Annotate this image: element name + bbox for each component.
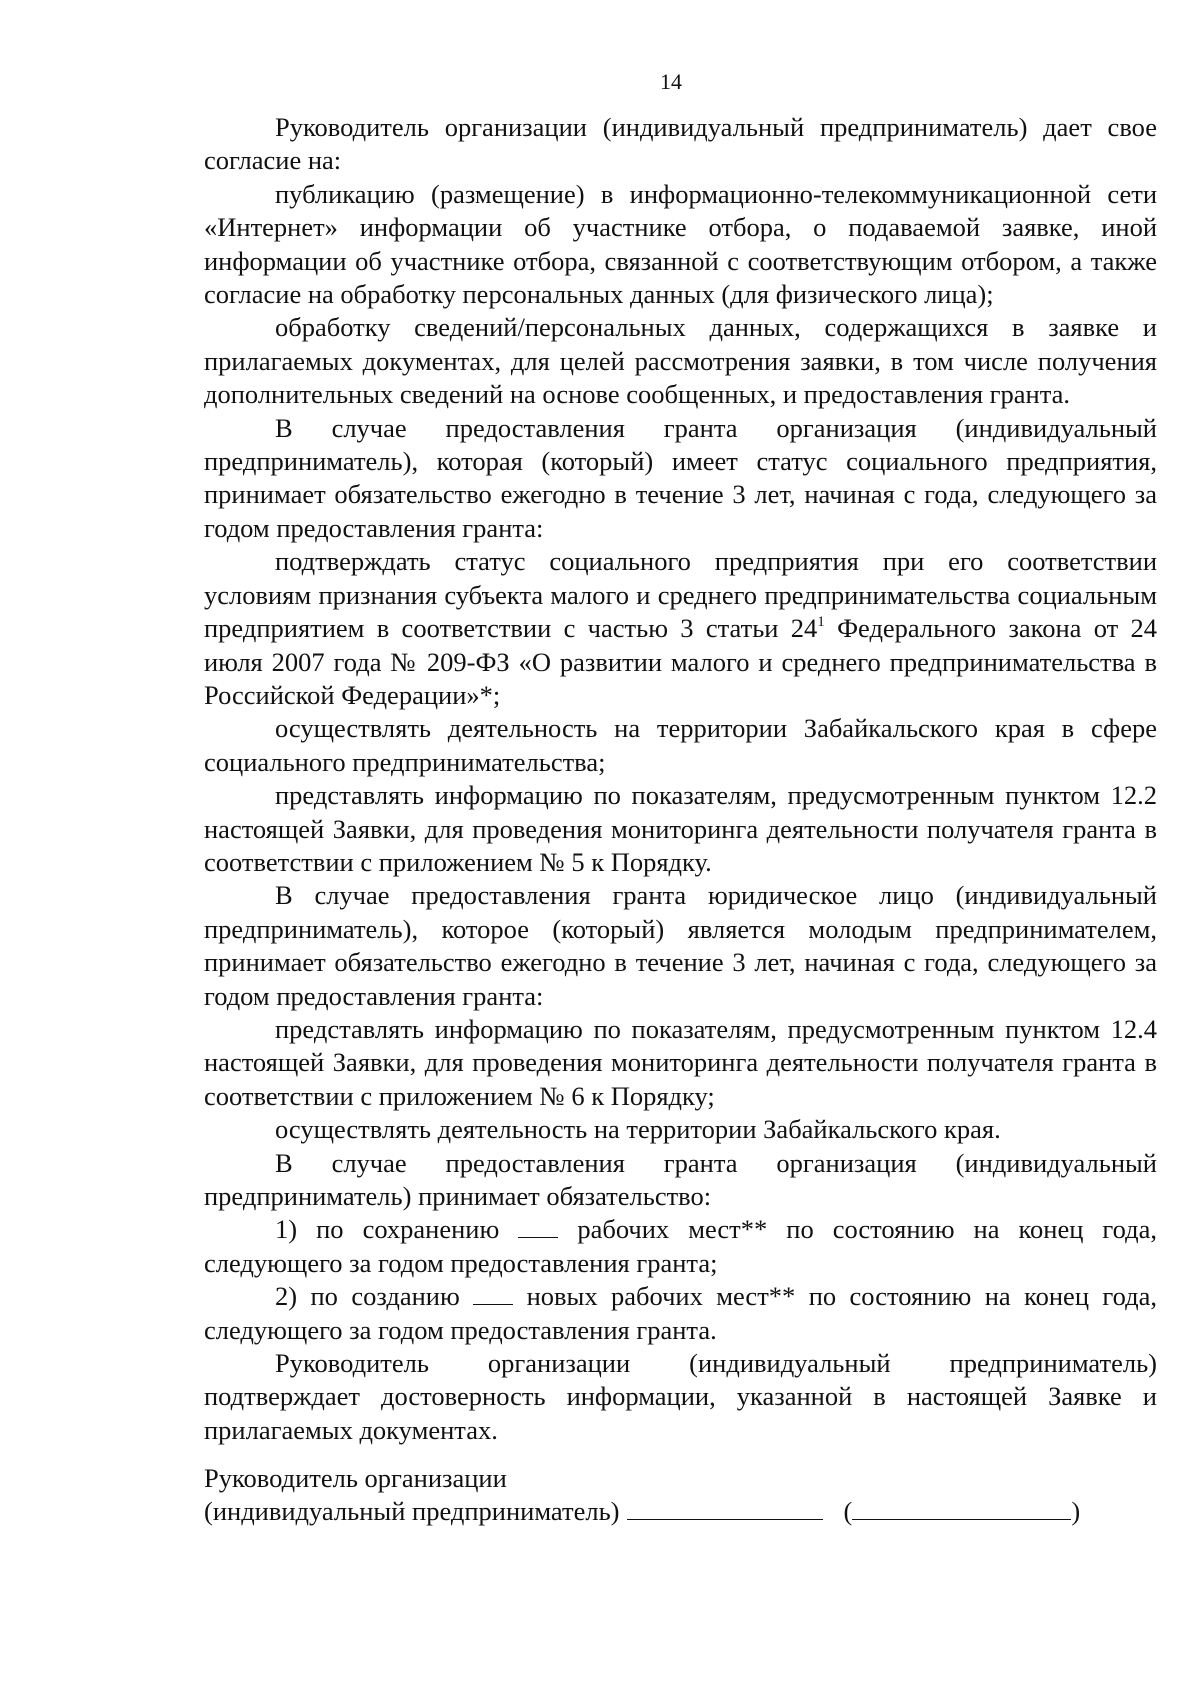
item-1-text-after: рабочих мест** по состоянию на конец года, следующего за годом предоставления гранта; (204, 1214, 1157, 1278)
item-2-text-after: новых рабочих мест** по состоянию на конец года, следующего за годом предоставления гранта. (204, 1281, 1157, 1345)
signature-role-label: (индивидуальный предприниматель) (204, 1496, 620, 1527)
item-2-text-before: 2) по созданию (275, 1281, 474, 1312)
consent-processing-paragraph: обработку сведений/персональных данных, содержащихся в заявке и прилагаемых документах, для целей рассмотрения заявки, в том числе получения дополнительных сведений на основе сообщенных, и предоставления гранта. (204, 312, 1157, 410)
signature-title-line: Руководитель организации (204, 1463, 507, 1493)
territory-social-paragraph: осуществлять деятельность на территории Забайкальского края в сфере социального предпринимательства; (204, 713, 1157, 777)
signature-field[interactable] (627, 1495, 823, 1520)
item-create-jobs (204, 1280, 1157, 1347)
indicators-12-4-paragraph: представлять информацию по показателям, предусмотренным пунктом 12.4 настоящей Заявки, для проведения мониторинга деятельности получателя гранта в соответствии с приложением № 6 к Порядку; (204, 1013, 1157, 1111)
jobs-obligation-paragraph: В случае предоставления гранта организация (индивидуальный предприниматель) принимает обязательство: (204, 1147, 1157, 1211)
signature-name-group (843, 1495, 1080, 1528)
footnote-superscript: 1 (817, 614, 825, 631)
item-1-text-before: 1) по сохранению (275, 1214, 519, 1245)
social-status-text-2: Федерального закона от 24 июля 2007 года № 209-ФЗ «О развитии малого и среднего предпринимательства в Российской Федерации»*; (204, 613, 1157, 710)
social-status-paragraph (204, 545, 1157, 712)
signature-block (204, 1462, 1157, 1529)
page-number: 14 (660, 69, 682, 94)
indicators-12-2-paragraph: представлять информацию по показателям, предусмотренным пунктом 12.2 настоящей Заявки, для проведения мониторинга деятельности получателя гранта в соответствии с приложением № 5 к Порядку. (204, 780, 1157, 877)
consent-publication-paragraph: публикацию (размещение) в информационно-телекоммуникационной сети «Интернет» информации об участнике отбора, о подаваемой заявке, иной информации об участнике отбора, связанной с соответствующим отбором, а также согласие на обработку персональных данных (для физического лица); (204, 178, 1157, 310)
consent-intro-paragraph: Руководитель организации (индивидуальный предприниматель) дает свое согласие на: (204, 112, 1157, 176)
territory-paragraph: осуществлять деятельность на территории Забайкальского края. (275, 1114, 1001, 1145)
create-jobs-blank-field[interactable] (473, 1282, 513, 1305)
item-keep-jobs (204, 1213, 1157, 1280)
social-status-text-1: подтверждать статус социального предприятия при его соответствии условиям признания субъекта малого и среднего предпринимательства социальным предприятием в соответствии с частью 3 статьи 24 (204, 546, 1157, 644)
confirmation-paragraph: Руководитель организации (индивидуальный предприниматель) подтверждает достоверность информации, указанной в настоящей Заявке и прилагаемых документах. (204, 1348, 1157, 1445)
document-body (204, 111, 1157, 1447)
signature-row (204, 1495, 1157, 1528)
social-enterprise-obligation-paragraph: В случае предоставления гранта организация (индивидуальный предприниматель), которая (который) имеет статус социального предприятия, принимает обязательство ежегодно в течение 3 лет, начиная с года, следующего за годом предоставления гранта: (204, 412, 1157, 543)
open-paren: ( (843, 1496, 853, 1527)
signature-name-field[interactable] (852, 1495, 1071, 1520)
young-entrepreneur-obligation-paragraph: В случае предоставления гранта юридическое лицо (индивидуальный предприниматель), которое (который) является молодым предпринимателем, принимает обязательство ежегодно в течение 3 лет, начиная с года, следующего за годом предоставления гранта: (204, 880, 1157, 1011)
close-paren: ) (1071, 1496, 1081, 1527)
keep-jobs-blank-field[interactable] (518, 1215, 558, 1238)
